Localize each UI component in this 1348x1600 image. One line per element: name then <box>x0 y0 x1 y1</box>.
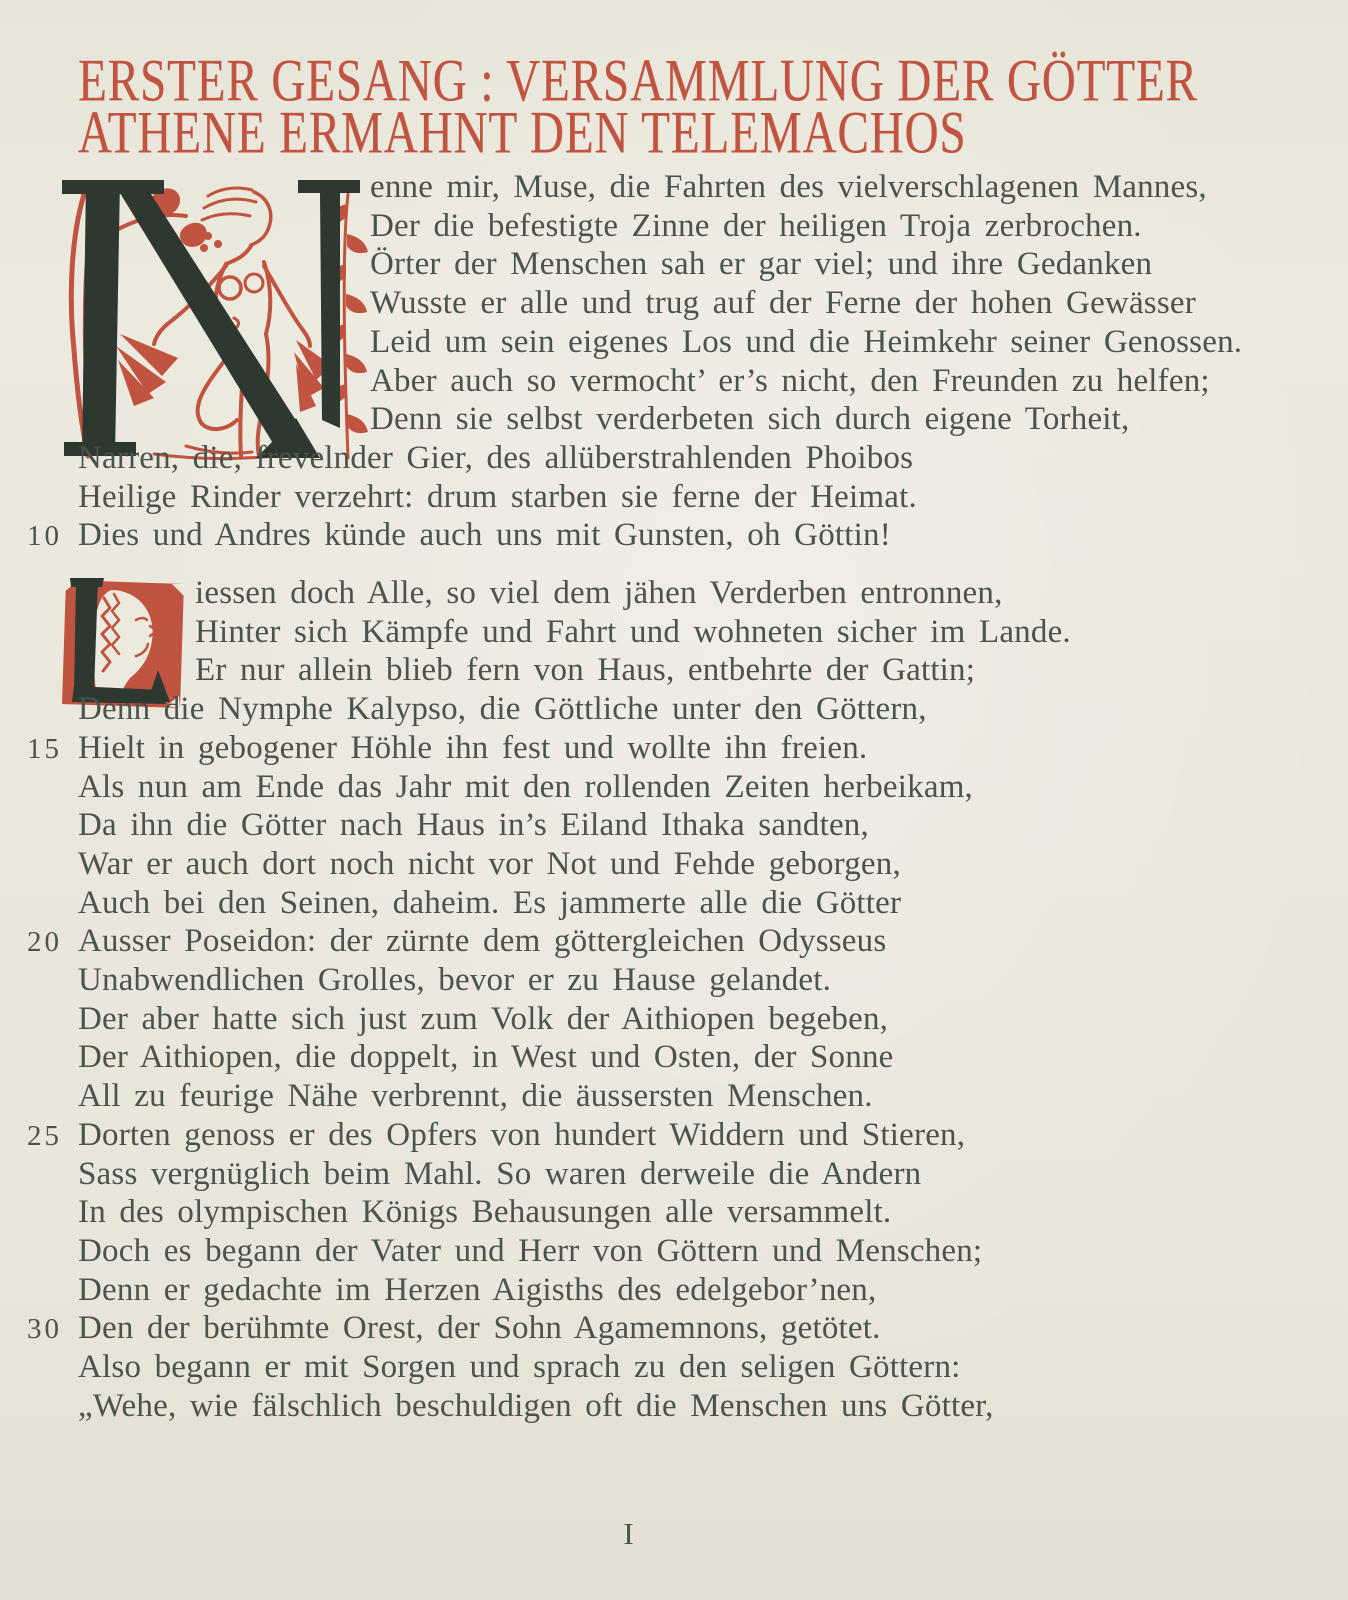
verse-text: Der aber hatte sich just zum Volk der Aithiopen begeben, <box>78 1000 889 1037</box>
verse-line-number: 15 <box>27 732 62 765</box>
verse-text: Doch es begann der Vater und Herr von Göttern und Menschen; <box>78 1232 983 1269</box>
verse-text: Sass vergnüglich beim Mahl. So waren derweile die Andern <box>78 1155 922 1192</box>
chapter-heading-text-1: ERSTER GESANG : VERSAMMLUNG DER GÖTTER <box>78 46 1198 114</box>
verse-text: Heilige Rinder verzehrt: drum starben sie ferne der Heimat. <box>78 478 917 515</box>
verse-text: Er nur allein blieb fern von Haus, entbehrte der Gattin; <box>195 652 976 689</box>
verse-line-number: 30 <box>27 1313 62 1346</box>
verse-line <box>78 845 1331 884</box>
verse-line <box>78 690 1331 729</box>
verse-text: Da ihn die Götter nach Haus in’s Eiland Ithaka sandten, <box>78 807 869 844</box>
verse-line-number: 25 <box>27 1119 62 1152</box>
verse-line <box>78 245 1331 284</box>
stanza-2 <box>27 574 1331 1425</box>
verse-line <box>78 1000 1331 1039</box>
verse-line <box>78 323 1331 362</box>
verse-text: Als nun am Ende das Jahr mit den rollenden Zeiten herbeikam, <box>78 768 974 805</box>
verse-line <box>78 1077 1331 1116</box>
verse-line <box>78 400 1331 439</box>
verse-text: In des olympischen Königs Behausungen alle versammelt. <box>78 1194 892 1231</box>
verse-text: enne mir, Muse, die Fahrten des vielverschlagenen Mannes, <box>370 169 1207 205</box>
verse-line <box>78 284 1331 323</box>
verse-line <box>78 1387 1331 1426</box>
page-number: I <box>623 1516 635 1551</box>
verse-text: Hinter sich Kämpfe und Fahrt und wohneten sicher im Lande. <box>195 613 1071 650</box>
verse-line-number: 20 <box>27 926 62 959</box>
verse-line <box>78 884 1331 923</box>
verse-line <box>78 806 1331 845</box>
chapter-heading-line-2 <box>78 98 1331 166</box>
verse-text: All zu feurige Nähe verbrennt, die äussersten Menschen. <box>78 1078 873 1115</box>
chapter-heading-text-2: ATHENE ERMAHNT DEN TELEMACHOS <box>78 98 967 166</box>
verse-text: Aber auch so vermocht’ er’s nicht, den Freunden zu helfen; <box>370 362 1210 399</box>
text-column <box>27 46 1331 1426</box>
verse-text: „Wehe, wie fälschlich beschuldigen oft die Menschen uns Götter, <box>78 1387 994 1424</box>
verse-text: Unabwendlichen Grolles, bevor er zu Hause gelandet. <box>78 962 832 999</box>
verse-line <box>78 574 1331 613</box>
verse-line <box>78 207 1331 246</box>
verse-line-number: 10 <box>27 520 62 553</box>
verse-text: Narren, die, frevelnder Gier, des allüberstrahlenden Phoibos <box>78 439 914 476</box>
verse-text: War er auch dort noch nicht vor Not und Fehde geborgen, <box>78 845 901 882</box>
verse-line <box>27 1309 1331 1348</box>
verse-text: Der Aithiopen, die doppelt, in West und Osten, der Sonne <box>78 1039 894 1076</box>
verse-line <box>78 1155 1331 1194</box>
verse-line <box>78 362 1331 401</box>
verse-text: Denn er gedachte im Herzen Aigisths des edelgebor’nen, <box>78 1271 877 1308</box>
verse-line <box>78 1348 1331 1387</box>
verse-line <box>78 168 1331 207</box>
verse-line <box>27 922 1331 961</box>
verse-line <box>78 1271 1331 1310</box>
verse-line <box>78 478 1331 517</box>
verse-text: Dies und Andres künde auch uns mit Gunsten, oh Göttin! <box>78 517 891 554</box>
verse-text: iessen doch Alle, so viel dem jähen Verderben entronnen, <box>195 575 1003 612</box>
verse-text: Leid um sein eigenes Los und die Heimkehr seiner Genossen. <box>370 323 1243 360</box>
verse-text: Ausser Poseidon: der zürnte dem göttergleichen Odysseus <box>78 923 887 960</box>
verse-text: Den der berühmte Orest, der Sohn Agamemnons, getötet. <box>78 1310 881 1347</box>
chapter-heading <box>78 46 1331 166</box>
verse-text: Also begann er mit Sorgen und sprach zu den seligen Göttern: <box>78 1349 961 1386</box>
verse-text: Denn sie selbst verderbeten sich durch eigene Torheit, <box>370 401 1130 438</box>
verse-line <box>27 1116 1331 1155</box>
verse-text: Denn die Nymphe Kalypso, die Göttliche unter den Göttern, <box>78 691 927 728</box>
verse-text: Der die befestigte Zinne der heiligen Troja zerbrochen. <box>370 207 1142 244</box>
verse-line <box>78 961 1331 1000</box>
stanza-1 <box>27 168 1331 555</box>
verse-line <box>78 768 1331 807</box>
verse-line <box>78 651 1331 690</box>
verse-text: Hielt in gebogener Höhle ihn fest und wollte ihn freien. <box>78 729 868 766</box>
verse-text: Auch bei den Seinen, daheim. Es jammerte alle die Götter <box>78 884 902 921</box>
verse-line <box>78 439 1331 478</box>
verse-line <box>78 1038 1331 1077</box>
verse-text: Örter der Menschen sah er gar viel; und ihre Gedanken <box>370 246 1153 283</box>
verse-line <box>27 729 1331 768</box>
verse-line <box>78 1232 1331 1271</box>
verse-text: Wusste er alle und trug auf der Ferne der hohen Gewässer <box>370 285 1196 322</box>
verse-line <box>78 613 1331 652</box>
verse-text: Dorten genoss er des Opfers von hundert Widdern und Stieren, <box>78 1116 966 1153</box>
verse-line <box>78 1193 1331 1232</box>
verse-line <box>27 516 1331 555</box>
